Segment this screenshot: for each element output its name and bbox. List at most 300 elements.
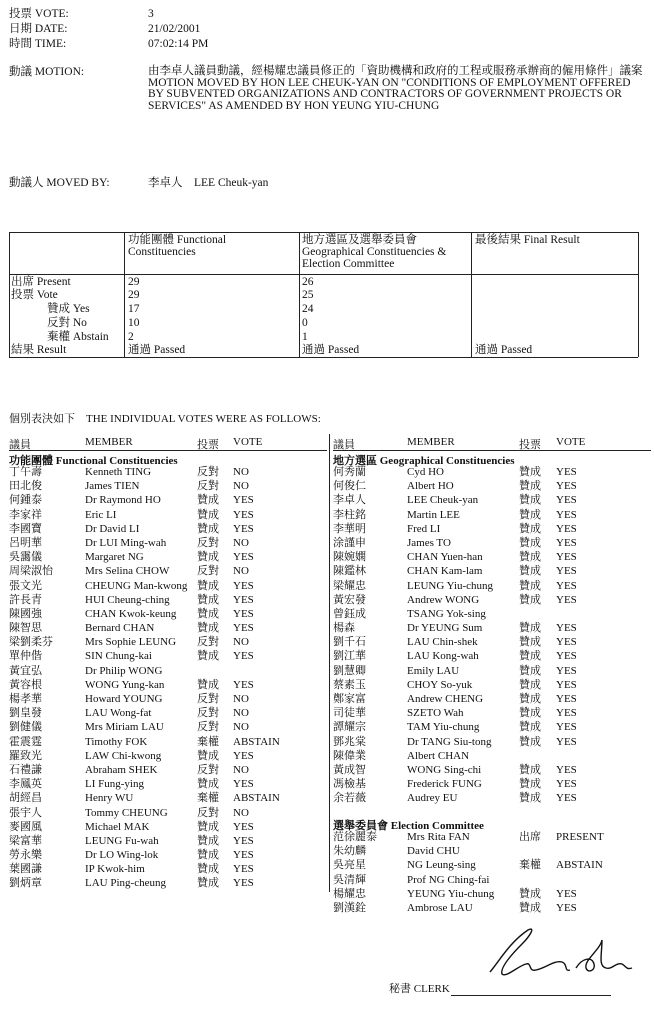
member-row (333, 874, 651, 888)
member-vote: YES (233, 849, 254, 862)
member-name-en: James TIEN (85, 480, 140, 493)
member-vote: YES (233, 579, 254, 592)
member-vote: NO (233, 721, 249, 734)
member-vote: YES (556, 508, 577, 521)
member-row (333, 509, 651, 523)
member-name-en: Henry WU (85, 792, 134, 805)
member-name-en: TAM Yiu-chung (407, 721, 480, 734)
member-row (9, 650, 327, 664)
member-name-zh: 鄧兆棠 (333, 735, 366, 748)
member-name-zh: 黃容根 (9, 678, 42, 691)
member-name-en: LAW Chi-kwong (85, 749, 162, 762)
time-label: 時間 TIME: (9, 38, 67, 50)
member-row (9, 736, 327, 750)
clerk-signature (470, 920, 640, 990)
member-name-en: NG Leung-sing (407, 859, 476, 872)
member-name-en: WONG Yung-kan (85, 678, 165, 691)
fc-col-vote-zh: 投票 (197, 439, 219, 451)
member-name-en: Albert HO (407, 480, 454, 493)
time-value: 07:02:14 PM (148, 38, 209, 50)
member-row (333, 831, 651, 845)
date-value: 21/02/2001 (148, 23, 201, 35)
member-row (9, 778, 327, 792)
member-vote: YES (233, 778, 254, 791)
member-vote-zh: 贊成 (519, 707, 541, 720)
member-name-zh: 劉慧卿 (333, 664, 366, 677)
member-vote-zh: 贊成 (519, 522, 541, 535)
member-vote-zh: 贊成 (519, 721, 541, 734)
motion-text: 由李卓人議員動議，經楊耀忠議員修正的「資助機構和政府的工程或服務承辦商的僱用條件」議案 MOTION MOVED BY HON LEE CHEUK-YAN ON "CONDITIONS OF EMPLOYMENT OFFERED BY SUBVENTED ORGANIZATIONS AND CONTRACTORS OF GOVERNMENT PROJECTS OR SERVICES" AS AMENDED BY HON YEUNG YIU-CHUNG (148, 65, 643, 112)
member-row (9, 849, 327, 863)
member-vote-zh: 贊成 (197, 749, 219, 762)
member-row (9, 807, 327, 821)
member-name-en: Dr David LI (85, 522, 140, 535)
member-vote-zh: 棄權 (197, 735, 219, 748)
member-row (333, 580, 651, 594)
member-name-zh: 田北俊 (9, 480, 42, 493)
member-vote: YES (556, 721, 577, 734)
member-name-zh: 范徐麗泰 (333, 831, 377, 843)
member-name-zh: 周梁淑怡 (9, 565, 53, 578)
member-name-zh: 黃宜弘 (9, 664, 42, 677)
member-vote: YES (556, 536, 577, 549)
member-name-zh: 劉皇發 (9, 707, 42, 720)
member-name-en: Dr LO Wing-lok (85, 849, 159, 862)
gc-present: 26 (302, 276, 314, 288)
member-name-zh: 劉漢銓 (333, 901, 366, 914)
member-name-zh: 張宇人 (9, 806, 42, 819)
member-row (9, 679, 327, 693)
member-vote: YES (233, 593, 254, 606)
member-vote-zh: 贊成 (519, 735, 541, 748)
member-name-zh: 呂明華 (9, 536, 42, 549)
fc-yes: 17 (128, 303, 140, 315)
member-vote: YES (233, 863, 254, 876)
yes-label: 贊成 Yes (47, 303, 90, 315)
gc-col-vote-zh: 投票 (519, 439, 541, 451)
member-row (333, 594, 651, 608)
member-row (9, 835, 327, 849)
member-vote-zh: 贊成 (197, 834, 219, 847)
member-vote: YES (556, 735, 577, 748)
member-name-zh: 陳婉嫻 (333, 551, 366, 564)
member-row (9, 693, 327, 707)
gc-section-title: 地方選區 Geographical Constituencies (333, 455, 515, 467)
member-name-zh: 劉炳章 (9, 877, 42, 890)
member-name-en: Audrey EU (407, 792, 458, 805)
member-name-en: Dr LUI Ming-wah (85, 536, 167, 549)
fc-member-list (9, 466, 327, 892)
member-name-zh: 陳智思 (9, 622, 42, 635)
member-name-en: James TO (407, 536, 451, 549)
member-row (9, 622, 327, 636)
member-vote: YES (556, 565, 577, 578)
member-name-zh: 吳亮星 (333, 859, 366, 872)
member-vote-zh: 贊成 (519, 480, 541, 493)
member-name-zh: 楊耀忠 (333, 887, 366, 900)
member-name-zh: 單仲偕 (9, 650, 42, 663)
member-vote-zh: 反對 (197, 466, 219, 478)
member-row (9, 721, 327, 735)
member-row (9, 523, 327, 537)
member-name-en: LI Fung-ying (85, 778, 144, 791)
member-name-zh: 李國寶 (9, 522, 42, 535)
member-vote-zh: 反對 (197, 480, 219, 493)
member-name-zh: 張文光 (9, 579, 42, 592)
member-vote: PRESENT (556, 831, 604, 843)
gc-abstain: 1 (302, 331, 308, 343)
member-name-zh: 羅致光 (9, 749, 42, 762)
member-vote-zh: 反對 (197, 536, 219, 549)
member-name-zh: 李柱銘 (333, 508, 366, 521)
member-vote: YES (556, 494, 577, 507)
member-name-en: Emily LAU (407, 664, 460, 677)
member-name-en: CHOY So-yuk (407, 678, 473, 691)
member-vote: YES (556, 650, 577, 663)
member-vote: YES (556, 480, 577, 493)
ec-member-list (333, 831, 651, 916)
member-vote: YES (233, 622, 254, 635)
member-name-zh: 何俊仁 (333, 480, 366, 493)
member-vote: NO (233, 693, 249, 705)
member-vote: YES (556, 551, 577, 564)
member-name-en: CHAN Kwok-keung (85, 607, 177, 620)
member-name-en: Andrew CHENG (407, 693, 484, 705)
member-name-en: Mrs Selina CHOW (85, 565, 170, 578)
member-vote: YES (233, 678, 254, 691)
gc-col-member-zh: 議員 (333, 439, 355, 451)
member-row (9, 551, 327, 565)
member-name-zh: 梁耀忠 (333, 579, 366, 592)
member-name-zh: 梁劉柔芬 (9, 636, 53, 649)
member-name-en: Dr YEUNG Sum (407, 622, 483, 635)
member-name-en: Dr Philip WONG (85, 664, 163, 677)
member-vote: NO (233, 565, 249, 578)
member-name-zh: 曾鈺成 (333, 607, 366, 620)
member-name-zh: 何鍾泰 (9, 494, 42, 507)
member-vote-zh: 贊成 (197, 593, 219, 606)
member-row (333, 494, 651, 508)
member-row (333, 859, 651, 873)
member-vote-zh: 贊成 (197, 579, 219, 592)
member-vote-zh: 贊成 (197, 508, 219, 521)
member-vote-zh: 贊成 (519, 636, 541, 649)
member-name-en: Fred LI (407, 522, 441, 535)
fc-col-member: MEMBER (85, 436, 133, 448)
member-vote: YES (556, 466, 577, 478)
member-name-en: Martin LEE (407, 508, 460, 521)
fc-col-vote: VOTE (233, 436, 263, 448)
member-name-zh: 李家祥 (9, 508, 42, 521)
member-vote-zh: 贊成 (197, 863, 219, 876)
member-name-en: WONG Sing-chi (407, 763, 482, 776)
member-vote: YES (233, 749, 254, 762)
member-name-en: Michael MAK (85, 820, 150, 833)
member-name-en: YEUNG Yiu-chung (407, 887, 495, 900)
vote-label: 投票 Vote (11, 289, 58, 301)
member-vote: YES (233, 877, 254, 890)
member-vote: ABSTAIN (233, 735, 280, 748)
fc-no: 10 (128, 317, 140, 329)
abstain-label: 棄權 Abstain (47, 331, 109, 343)
member-name-zh: 吳清輝 (333, 873, 366, 886)
member-name-zh: 涂謹申 (333, 536, 366, 549)
member-vote: NO (233, 707, 249, 720)
member-vote-zh: 反對 (197, 565, 219, 578)
member-vote-zh: 贊成 (197, 678, 219, 691)
member-vote: YES (556, 901, 577, 914)
member-row (333, 565, 651, 579)
moved-by-value: 李卓人 LEE Cheuk-yan (148, 177, 269, 189)
member-vote-zh: 贊成 (197, 820, 219, 833)
member-name-zh: 吳靄儀 (9, 551, 42, 564)
member-vote: YES (233, 820, 254, 833)
member-vote-zh: 反對 (197, 693, 219, 705)
member-name-zh: 梁富華 (9, 834, 42, 847)
member-row (333, 608, 651, 622)
member-vote: NO (233, 763, 249, 776)
final-column-header: 最後結果 Final Result (475, 234, 580, 246)
member-vote: YES (233, 551, 254, 564)
member-name-en: LEUNG Fu-wah (85, 834, 159, 847)
date-label: 日期 DATE: (9, 23, 68, 35)
member-row (333, 665, 651, 679)
final-result: 通過 Passed (475, 344, 533, 356)
member-row (9, 665, 327, 679)
member-vote-zh: 反對 (197, 721, 219, 734)
member-name-zh: 勞永樂 (9, 849, 42, 862)
member-vote-zh: 贊成 (197, 494, 219, 507)
motion-label: 動議 MOTION: (9, 66, 85, 78)
member-name-zh: 譚耀宗 (333, 721, 366, 734)
member-vote-zh: 贊成 (197, 778, 219, 791)
member-vote-zh: 贊成 (519, 763, 541, 776)
member-vote-zh: 贊成 (519, 466, 541, 478)
member-name-en: Cyd HO (407, 466, 444, 478)
results-table (9, 232, 638, 357)
member-vote: YES (556, 707, 577, 720)
member-name-en: CHEUNG Man-kwong (85, 579, 188, 592)
member-row (333, 750, 651, 764)
member-vote: YES (233, 650, 254, 663)
gc-column-header: 地方選區及選舉委員會 Geographical Constituencies & Election Committee (302, 234, 447, 270)
member-vote-zh: 贊成 (197, 877, 219, 890)
member-vote: ABSTAIN (233, 792, 280, 805)
member-name-en: Andrew WONG (407, 593, 480, 606)
member-row (333, 551, 651, 565)
member-name-en: David CHU (407, 845, 460, 858)
member-vote: YES (556, 522, 577, 535)
member-vote: YES (556, 622, 577, 635)
member-name-en: Frederick FUNG (407, 778, 482, 791)
gc-yes: 24 (302, 303, 314, 315)
member-row (333, 622, 651, 636)
member-name-zh: 余若薇 (333, 792, 366, 805)
member-row (9, 608, 327, 622)
member-row (333, 778, 651, 792)
fc-present: 29 (128, 276, 140, 288)
member-vote-zh: 贊成 (519, 622, 541, 635)
member-name-zh: 陳偉業 (333, 749, 366, 762)
result-label: 結果 Result (11, 344, 67, 356)
member-vote: NO (233, 536, 249, 549)
member-vote: NO (233, 806, 249, 819)
member-vote: YES (556, 678, 577, 691)
member-vote: YES (556, 579, 577, 592)
member-vote-zh: 贊成 (197, 551, 219, 564)
member-row (333, 480, 651, 494)
member-name-en: Albert CHAN (407, 749, 470, 762)
member-name-zh: 黃成智 (333, 763, 366, 776)
gc-vote: 25 (302, 289, 314, 301)
fc-abstain: 2 (128, 331, 134, 343)
member-name-zh: 劉江華 (333, 650, 366, 663)
member-name-en: Mrs Rita FAN (407, 831, 470, 843)
member-name-zh: 丁午壽 (9, 466, 42, 478)
member-vote: YES (556, 778, 577, 791)
member-name-en: Bernard CHAN (85, 622, 155, 635)
member-vote: YES (233, 834, 254, 847)
member-row (9, 509, 327, 523)
member-row (9, 537, 327, 551)
member-name-en: LAU Chin-shek (407, 636, 478, 649)
member-vote-zh: 贊成 (519, 551, 541, 564)
member-name-zh: 陳鑑林 (333, 565, 366, 578)
member-name-zh: 馮檢基 (333, 778, 366, 791)
member-name-zh: 楊孝華 (9, 693, 42, 705)
member-name-en: Margaret NG (85, 551, 144, 564)
member-row (333, 764, 651, 778)
member-row (333, 845, 651, 859)
member-row (333, 523, 651, 537)
ec-section-title: 選舉委員會 Election Committee (333, 820, 484, 832)
member-vote-zh: 贊成 (519, 494, 541, 507)
member-vote-zh: 反對 (197, 707, 219, 720)
member-name-en: Prof NG Ching-fai (407, 873, 490, 886)
member-vote-zh: 贊成 (519, 508, 541, 521)
present-label: 出席 Present (11, 276, 71, 288)
member-vote-zh: 贊成 (519, 565, 541, 578)
member-name-en: SIN Chung-kai (85, 650, 152, 663)
member-vote-zh: 贊成 (519, 887, 541, 900)
member-row (9, 636, 327, 650)
member-name-zh: 胡經昌 (9, 792, 42, 805)
member-name-zh: 蔡素玉 (333, 678, 366, 691)
member-vote: YES (556, 693, 577, 705)
member-name-en: Timothy FOK (85, 735, 148, 748)
member-vote: YES (556, 792, 577, 805)
member-name-zh: 黃宏發 (333, 593, 366, 606)
member-vote-zh: 贊成 (197, 522, 219, 535)
member-vote-zh: 贊成 (519, 678, 541, 691)
member-vote-zh: 贊成 (519, 693, 541, 705)
member-vote-zh: 贊成 (519, 792, 541, 805)
member-name-en: HUI Cheung-ching (85, 593, 170, 606)
member-row (9, 594, 327, 608)
member-name-zh: 陳國強 (9, 607, 42, 620)
member-vote-zh: 出席 (519, 831, 541, 843)
member-name-en: Kenneth TING (85, 466, 152, 478)
clerk-label: 秘書 CLERK (389, 983, 450, 995)
member-vote: YES (233, 494, 254, 507)
member-row (9, 821, 327, 835)
member-row (333, 636, 651, 650)
gc-member-list (333, 466, 651, 807)
fc-result: 通過 Passed (128, 344, 186, 356)
member-name-zh: 李華明 (333, 522, 366, 535)
member-row (333, 693, 651, 707)
member-name-zh: 楊森 (333, 622, 355, 635)
member-vote: YES (233, 607, 254, 620)
member-vote: YES (556, 887, 577, 900)
member-name-zh: 劉千石 (333, 636, 366, 649)
member-vote: YES (556, 593, 577, 606)
member-row (9, 707, 327, 721)
member-vote: NO (233, 636, 249, 649)
member-vote-zh: 贊成 (519, 536, 541, 549)
member-vote-zh: 贊成 (519, 593, 541, 606)
member-name-en: Mrs Miriam LAU (85, 721, 164, 734)
member-row (333, 792, 651, 806)
vote-number-value: 3 (148, 8, 154, 20)
member-vote: YES (556, 763, 577, 776)
member-name-zh: 劉健儀 (9, 721, 42, 734)
member-vote-zh: 反對 (197, 806, 219, 819)
vote-number-label: 投票 VOTE: (9, 8, 69, 20)
member-row (9, 480, 327, 494)
member-name-zh: 霍震霆 (9, 735, 42, 748)
member-row (333, 650, 651, 664)
member-row (9, 750, 327, 764)
member-name-en: LEE Cheuk-yan (407, 494, 479, 507)
member-vote: NO (233, 466, 249, 478)
no-label: 反對 No (47, 317, 87, 329)
member-vote-zh: 棄權 (519, 859, 541, 872)
member-vote-zh: 贊成 (197, 622, 219, 635)
member-name-zh: 李卓人 (333, 494, 366, 507)
member-vote-zh: 贊成 (197, 650, 219, 663)
member-name-en: Eric LI (85, 508, 117, 521)
member-name-en: Ambrose LAU (407, 901, 473, 914)
votes-intro: 個別表決如下 THE INDIVIDUAL VOTES WERE AS FOLLOWS: (9, 413, 321, 425)
member-name-en: CHAN Kam-lam (407, 565, 483, 578)
member-vote: YES (233, 522, 254, 535)
member-row (9, 565, 327, 579)
member-name-zh: 葉國謙 (9, 863, 42, 876)
member-name-en: CHAN Yuen-han (407, 551, 483, 564)
moved-by-label: 動議人 MOVED BY: (9, 177, 110, 189)
member-name-en: TSANG Yok-sing (407, 607, 486, 620)
member-vote: YES (556, 664, 577, 677)
member-vote-zh: 棄權 (197, 792, 219, 805)
fc-col-member-zh: 議員 (9, 439, 31, 451)
member-name-en: Dr TANG Siu-tong (407, 735, 492, 748)
member-vote-zh: 贊成 (519, 778, 541, 791)
member-name-en: LAU Ping-cheung (85, 877, 166, 890)
member-vote-zh: 贊成 (197, 849, 219, 862)
member-row (9, 494, 327, 508)
member-name-en: Abraham SHEK (85, 763, 158, 776)
member-row (333, 888, 651, 902)
member-row (9, 580, 327, 594)
member-vote: NO (233, 480, 249, 493)
member-vote: YES (556, 636, 577, 649)
member-name-zh: 李鳳英 (9, 778, 42, 791)
member-name-en: SZETO Wah (407, 707, 464, 720)
member-vote-zh: 反對 (197, 636, 219, 649)
gc-result: 通過 Passed (302, 344, 360, 356)
member-name-en: IP Kwok-him (85, 863, 145, 876)
